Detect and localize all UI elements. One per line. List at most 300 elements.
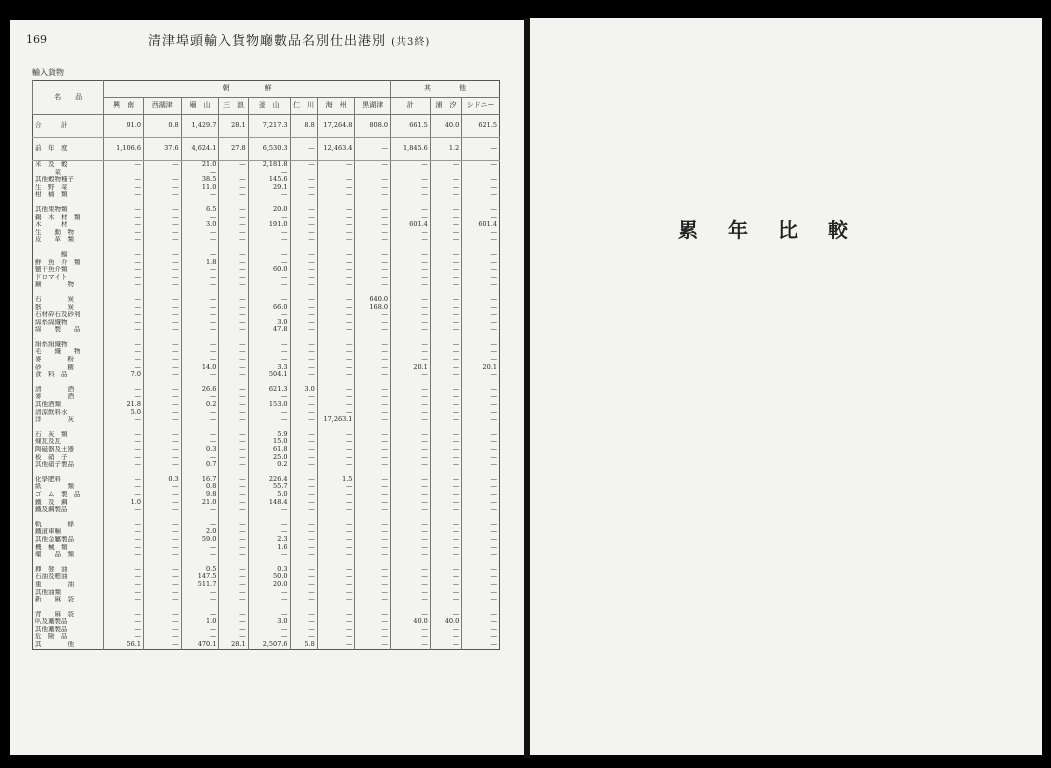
cell-value: — bbox=[430, 506, 461, 514]
row-label: 石油及輕油 bbox=[35, 573, 68, 581]
cell-value bbox=[248, 244, 290, 251]
cell-value bbox=[391, 199, 431, 206]
cell-value: — bbox=[317, 521, 355, 529]
cell-value: — bbox=[104, 589, 144, 597]
cell-value: — bbox=[104, 386, 144, 394]
cell-value: — bbox=[181, 311, 219, 319]
cell-value bbox=[143, 514, 181, 521]
cell-value: — bbox=[143, 356, 181, 364]
cell-value: — bbox=[462, 633, 500, 641]
cell-value: — bbox=[143, 266, 181, 274]
cell-value: — bbox=[181, 341, 219, 349]
row-label: 綿糸綿織物 bbox=[35, 318, 68, 326]
cell-value bbox=[317, 604, 355, 611]
cell-value: — bbox=[462, 236, 500, 244]
cell-value: — bbox=[462, 393, 500, 401]
cell-value: — bbox=[355, 251, 391, 259]
table-row bbox=[33, 199, 500, 206]
cell-value: — bbox=[104, 566, 144, 574]
cell-value: — bbox=[219, 311, 248, 319]
row-label: 骸 炭 bbox=[35, 303, 74, 311]
cell-value: — bbox=[181, 326, 219, 334]
cell-value: — bbox=[219, 409, 248, 417]
table-row bbox=[33, 469, 500, 476]
row-label: 揮 發 油 bbox=[35, 565, 68, 573]
cell-value: — bbox=[355, 191, 391, 199]
cell-value: — bbox=[462, 506, 500, 514]
cell-value: — bbox=[317, 221, 355, 229]
cell-value: 20.0 bbox=[248, 206, 290, 214]
cell-value: — bbox=[143, 618, 181, 626]
cell-value bbox=[219, 334, 248, 341]
cell-value bbox=[391, 604, 431, 611]
cell-value: — bbox=[430, 161, 461, 169]
cell-value: — bbox=[355, 341, 391, 349]
cell-value: — bbox=[355, 544, 391, 552]
cell-value bbox=[430, 469, 461, 476]
cell-value: — bbox=[104, 229, 144, 237]
table-row bbox=[33, 416, 500, 424]
row-label: 鐵道車輛 bbox=[35, 528, 61, 536]
cell-value: — bbox=[143, 221, 181, 229]
cell-value: — bbox=[143, 521, 181, 529]
cell-value: — bbox=[462, 544, 500, 552]
cell-value: — bbox=[391, 393, 431, 401]
cell-value bbox=[219, 169, 248, 177]
cell-value bbox=[248, 289, 290, 296]
row-label: 生 野 菜 bbox=[35, 183, 68, 191]
cell-value: — bbox=[143, 641, 181, 649]
cell-value bbox=[430, 379, 461, 386]
cell-value: — bbox=[391, 274, 431, 282]
cell-value: — bbox=[104, 266, 144, 274]
cell-value: — bbox=[462, 274, 500, 282]
cell-value: — bbox=[317, 386, 355, 394]
cell-value bbox=[219, 199, 248, 206]
row-label: 石 灰 類 bbox=[35, 430, 68, 438]
row-label bbox=[33, 514, 104, 521]
cell-value: — bbox=[181, 229, 219, 237]
row-label: 陶磁器及土器 bbox=[35, 446, 74, 453]
cell-value: — bbox=[317, 633, 355, 641]
cell-value: — bbox=[181, 319, 219, 327]
cell-value: — bbox=[355, 589, 391, 597]
table-row bbox=[33, 386, 500, 394]
cell-value bbox=[462, 604, 500, 611]
cell-value: — bbox=[104, 348, 144, 356]
cell-value: — bbox=[143, 491, 181, 499]
cell-value: — bbox=[355, 499, 391, 507]
table-row bbox=[33, 618, 500, 626]
cell-value: 29.1 bbox=[248, 184, 290, 192]
table-row bbox=[33, 251, 500, 259]
table-row bbox=[33, 214, 500, 222]
cell-value bbox=[104, 199, 144, 206]
cell-value: — bbox=[355, 491, 391, 499]
cell-value: — bbox=[317, 304, 355, 312]
cell-value: — bbox=[104, 483, 144, 491]
cell-value: — bbox=[462, 259, 500, 267]
cell-value bbox=[317, 424, 355, 431]
cell-value: — bbox=[219, 499, 248, 507]
cell-value: 504.1 bbox=[248, 371, 290, 379]
table-row bbox=[33, 559, 500, 566]
cell-value: — bbox=[248, 551, 290, 559]
cell-value: — bbox=[143, 326, 181, 334]
cell-value: — bbox=[219, 229, 248, 237]
cell-value: — bbox=[317, 161, 355, 169]
cell-value: — bbox=[219, 461, 248, 469]
cell-value: — bbox=[317, 176, 355, 184]
cell-value: — bbox=[219, 206, 248, 214]
right-page bbox=[530, 18, 1042, 755]
row-label: 板 硝 子 bbox=[35, 453, 68, 461]
cell-value bbox=[290, 334, 317, 341]
table-row bbox=[33, 431, 500, 439]
cell-value bbox=[462, 334, 500, 341]
cell-value: — bbox=[143, 589, 181, 597]
cell-value: — bbox=[355, 611, 391, 619]
cell-value bbox=[143, 379, 181, 386]
row-label: 米 及 穀 bbox=[35, 160, 68, 168]
cell-value: 38.5 bbox=[181, 176, 219, 184]
cell-value bbox=[430, 289, 461, 296]
cell-value: — bbox=[181, 348, 219, 356]
cell-value: — bbox=[219, 386, 248, 394]
cell-value: — bbox=[248, 191, 290, 199]
cell-value: 1.8 bbox=[181, 259, 219, 267]
cell-value: — bbox=[462, 483, 500, 491]
cell-value: — bbox=[317, 364, 355, 372]
table-row bbox=[33, 169, 500, 177]
cell-value: — bbox=[430, 454, 461, 462]
table-row bbox=[33, 296, 500, 304]
row-label: 石 炭 bbox=[35, 295, 74, 303]
cell-value: — bbox=[290, 176, 317, 184]
row-label: 危 險 品 bbox=[35, 633, 68, 641]
cell-value: — bbox=[104, 633, 144, 641]
cell-value: — bbox=[143, 633, 181, 641]
cell-value: — bbox=[462, 566, 500, 574]
cell-value: — bbox=[290, 544, 317, 552]
cell-value: — bbox=[462, 521, 500, 529]
cell-value: — bbox=[290, 573, 317, 581]
cell-value: — bbox=[430, 536, 461, 544]
cell-value: — bbox=[355, 521, 391, 529]
cell-value: — bbox=[219, 454, 248, 462]
cell-value: — bbox=[391, 251, 431, 259]
cell-value bbox=[462, 379, 500, 386]
cell-value: — bbox=[143, 544, 181, 552]
cell-value: — bbox=[143, 409, 181, 417]
cell-value: — bbox=[290, 356, 317, 364]
column-header: 黒湖津 bbox=[355, 98, 391, 115]
cell-value: — bbox=[104, 476, 144, 484]
cell-value: — bbox=[355, 393, 391, 401]
cell-value: — bbox=[462, 491, 500, 499]
cell-value: — bbox=[317, 461, 355, 469]
cell-value bbox=[219, 469, 248, 476]
cell-value: — bbox=[219, 573, 248, 581]
cell-value: — bbox=[355, 566, 391, 574]
cell-value: — bbox=[317, 393, 355, 401]
cell-value: — bbox=[430, 633, 461, 641]
cell-value: — bbox=[219, 401, 248, 409]
cell-value: — bbox=[317, 206, 355, 214]
cell-value bbox=[181, 199, 219, 206]
cell-value: — bbox=[430, 326, 461, 334]
cell-value: — bbox=[143, 348, 181, 356]
cell-value: — bbox=[248, 506, 290, 514]
cell-value: — bbox=[430, 304, 461, 312]
cell-value: — bbox=[219, 596, 248, 604]
cell-value: — bbox=[143, 206, 181, 214]
cell-value: — bbox=[181, 506, 219, 514]
row-label: ゴ ム 製 品 bbox=[35, 490, 81, 498]
cell-value: — bbox=[462, 438, 500, 446]
cell-value: — bbox=[290, 416, 317, 424]
cell-value: — bbox=[430, 544, 461, 552]
cell-value: — bbox=[104, 356, 144, 364]
table-row bbox=[33, 596, 500, 604]
cell-value: — bbox=[143, 296, 181, 304]
cell-value: — bbox=[355, 311, 391, 319]
cell-value: — bbox=[391, 536, 431, 544]
cell-value: — bbox=[248, 296, 290, 304]
cell-value: — bbox=[104, 251, 144, 259]
cell-value: — bbox=[143, 274, 181, 282]
cell-value bbox=[391, 169, 431, 177]
cell-value: — bbox=[462, 176, 500, 184]
cell-value: — bbox=[219, 281, 248, 289]
cell-value: 0.7 bbox=[181, 461, 219, 469]
table-row bbox=[33, 611, 500, 619]
cell-value: — bbox=[290, 618, 317, 626]
cell-value: 21.8 bbox=[104, 401, 144, 409]
cell-value: — bbox=[290, 304, 317, 312]
cell-value: — bbox=[290, 506, 317, 514]
cell-value: — bbox=[104, 491, 144, 499]
cell-value: — bbox=[219, 176, 248, 184]
cell-value bbox=[219, 424, 248, 431]
cell-value: — bbox=[355, 326, 391, 334]
cell-value: — bbox=[462, 138, 500, 161]
cell-value: — bbox=[219, 416, 248, 424]
cell-value: — bbox=[355, 386, 391, 394]
cell-value: — bbox=[104, 454, 144, 462]
cell-value: — bbox=[430, 281, 461, 289]
cell-value: — bbox=[355, 138, 391, 161]
cell-value: — bbox=[430, 206, 461, 214]
table-row bbox=[33, 544, 500, 552]
cell-value bbox=[248, 424, 290, 431]
cell-value bbox=[430, 199, 461, 206]
row-label: 其他硝子製品 bbox=[35, 461, 74, 469]
cell-value: — bbox=[391, 386, 431, 394]
cell-value: — bbox=[290, 274, 317, 282]
row-label: 砂 糖 bbox=[35, 363, 74, 371]
cell-value: — bbox=[317, 319, 355, 327]
cell-value: — bbox=[391, 176, 431, 184]
cell-value: — bbox=[317, 326, 355, 334]
cell-value: — bbox=[290, 266, 317, 274]
cell-value: — bbox=[143, 551, 181, 559]
cell-value bbox=[104, 244, 144, 251]
cell-value: — bbox=[290, 454, 317, 462]
cell-value: — bbox=[143, 393, 181, 401]
cell-value: — bbox=[317, 214, 355, 222]
cell-value: — bbox=[248, 356, 290, 364]
table-row bbox=[33, 274, 500, 282]
cell-value: — bbox=[104, 431, 144, 439]
cell-value bbox=[290, 199, 317, 206]
cell-value: — bbox=[391, 161, 431, 169]
cell-value bbox=[219, 244, 248, 251]
cell-value: 16.7 bbox=[181, 476, 219, 484]
cell-value bbox=[462, 514, 500, 521]
cell-value: 50.0 bbox=[248, 573, 290, 581]
cell-value bbox=[143, 334, 181, 341]
cell-value: — bbox=[181, 393, 219, 401]
cell-value: — bbox=[104, 259, 144, 267]
cell-value: — bbox=[391, 431, 431, 439]
cell-value: — bbox=[290, 611, 317, 619]
cell-value bbox=[104, 604, 144, 611]
cell-value: — bbox=[290, 438, 317, 446]
cell-value: — bbox=[290, 566, 317, 574]
cell-value: — bbox=[355, 618, 391, 626]
cell-value: — bbox=[317, 596, 355, 604]
cell-value bbox=[391, 559, 431, 566]
cell-value: — bbox=[355, 409, 391, 417]
row-label: 叺及藁製品 bbox=[35, 618, 68, 626]
cell-value: — bbox=[462, 446, 500, 454]
cell-value: — bbox=[430, 551, 461, 559]
cell-value: — bbox=[462, 611, 500, 619]
row-label: 鯔 bbox=[35, 250, 68, 258]
cell-value bbox=[462, 169, 500, 177]
row-label: 清 酒 bbox=[35, 385, 74, 393]
cell-value: — bbox=[462, 618, 500, 626]
cell-value: 621.5 bbox=[462, 115, 500, 138]
table-row bbox=[33, 326, 500, 334]
table-row bbox=[33, 191, 500, 199]
cell-value: — bbox=[391, 573, 431, 581]
table-body bbox=[33, 115, 500, 650]
cell-value: — bbox=[290, 206, 317, 214]
cell-value: — bbox=[430, 259, 461, 267]
cell-value: — bbox=[219, 251, 248, 259]
page-title-note: (共3終) bbox=[391, 37, 431, 48]
cell-value bbox=[462, 424, 500, 431]
cell-value: — bbox=[462, 596, 500, 604]
cell-value: — bbox=[355, 274, 391, 282]
cell-value: — bbox=[462, 206, 500, 214]
cell-value: — bbox=[462, 348, 500, 356]
cell-value: 0.3 bbox=[248, 566, 290, 574]
cell-value bbox=[391, 379, 431, 386]
cell-value: — bbox=[104, 236, 144, 244]
cell-value: — bbox=[104, 274, 144, 282]
cell-value: 40.0 bbox=[430, 115, 461, 138]
cell-value bbox=[355, 334, 391, 341]
cell-value bbox=[391, 514, 431, 521]
cell-value bbox=[143, 244, 181, 251]
right-page-title: 累年比較 bbox=[678, 218, 878, 242]
cell-value: — bbox=[290, 221, 317, 229]
cell-value: — bbox=[391, 296, 431, 304]
table-row bbox=[33, 379, 500, 386]
cell-value bbox=[355, 244, 391, 251]
table-row bbox=[33, 506, 500, 514]
cell-value: — bbox=[143, 371, 181, 379]
cell-value: — bbox=[355, 581, 391, 589]
cell-value: — bbox=[104, 626, 144, 634]
cell-value: — bbox=[355, 184, 391, 192]
cell-value: — bbox=[430, 476, 461, 484]
cell-value: 25.0 bbox=[248, 454, 290, 462]
cell-value bbox=[317, 559, 355, 566]
cell-value: — bbox=[104, 551, 144, 559]
row-label: ドロマイト bbox=[35, 273, 68, 281]
cell-value: — bbox=[391, 596, 431, 604]
cell-value: — bbox=[391, 544, 431, 552]
cell-value: — bbox=[355, 536, 391, 544]
cell-value: — bbox=[391, 236, 431, 244]
table-row bbox=[33, 236, 500, 244]
cell-value bbox=[248, 604, 290, 611]
cell-value: 55.7 bbox=[248, 483, 290, 491]
table-row bbox=[33, 491, 500, 499]
cell-value: — bbox=[219, 221, 248, 229]
cell-value: 5.0 bbox=[104, 409, 144, 417]
cell-value: — bbox=[391, 506, 431, 514]
cell-value: — bbox=[317, 371, 355, 379]
cell-value: — bbox=[290, 326, 317, 334]
cell-value: — bbox=[391, 581, 431, 589]
cell-value bbox=[290, 289, 317, 296]
table-row bbox=[33, 566, 500, 574]
cell-value bbox=[355, 514, 391, 521]
cell-value: — bbox=[317, 454, 355, 462]
cell-value: — bbox=[104, 319, 144, 327]
cell-value: — bbox=[143, 251, 181, 259]
row-label bbox=[33, 604, 104, 611]
cell-value: — bbox=[219, 566, 248, 574]
cell-value: — bbox=[462, 386, 500, 394]
row-label: 鹽干魚介類 bbox=[35, 266, 68, 274]
cell-value bbox=[181, 424, 219, 431]
cell-value: — bbox=[317, 438, 355, 446]
cell-value: — bbox=[181, 274, 219, 282]
cell-value: — bbox=[290, 483, 317, 491]
header-group-other: 其 他 bbox=[391, 81, 500, 98]
cell-value: — bbox=[104, 438, 144, 446]
table-row bbox=[33, 401, 500, 409]
cell-value: — bbox=[317, 356, 355, 364]
column-header: 廟 山 bbox=[181, 98, 219, 115]
cell-value: — bbox=[317, 626, 355, 634]
cell-value: — bbox=[317, 274, 355, 282]
cell-value: — bbox=[290, 461, 317, 469]
cell-value: — bbox=[391, 214, 431, 222]
cell-value: 5.8 bbox=[290, 641, 317, 649]
cell-value: — bbox=[430, 386, 461, 394]
cell-value: — bbox=[462, 341, 500, 349]
cell-value: — bbox=[290, 138, 317, 161]
cell-value: — bbox=[219, 296, 248, 304]
cell-value: — bbox=[219, 393, 248, 401]
